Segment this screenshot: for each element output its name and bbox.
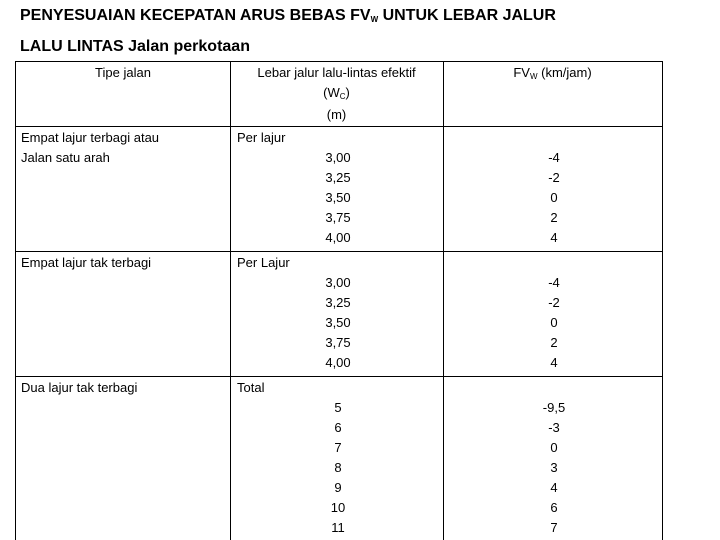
width-value: 3,00 <box>325 150 351 165</box>
width-value: 10 <box>330 500 346 515</box>
width-value: 6 <box>334 420 342 435</box>
basis-label: Per Lajur <box>237 255 290 270</box>
width-value: 9 <box>334 480 342 495</box>
width-value: 3,25 <box>325 170 351 185</box>
width-value: 11 <box>331 520 345 535</box>
width-value: 3,00 <box>325 275 351 290</box>
page-title-line2: LALU LINTAS Jalan perkotaan <box>20 38 250 55</box>
fvw-value: -2 <box>548 170 560 185</box>
fvw-value: 7 <box>550 520 558 535</box>
road-type-empat-lajur-tak-terbagi: Empat lajur tak terbagi <box>21 255 152 270</box>
width-value: 3,75 <box>325 210 351 225</box>
header-lebar-jalur: Lebar jalur lalu-lintas efektif (WC) (m) <box>257 65 416 122</box>
header-tipe-jalan: Tipe jalan <box>95 65 151 80</box>
fvw-value: -4 <box>548 150 560 165</box>
width-value: 3,25 <box>325 295 351 310</box>
fvw-value: 0 <box>550 190 558 205</box>
width-value: 3,50 <box>325 190 351 205</box>
width-value: 4,00 <box>325 230 351 245</box>
basis-label: Per lajur <box>237 130 286 145</box>
road-type-dua-lajur-tak-terbagi: Dua lajur tak terbagi <box>21 380 138 395</box>
header-divider <box>16 126 662 127</box>
fvw-value: -2 <box>548 295 560 310</box>
fvw-value: 2 <box>550 335 558 350</box>
speed-adjustment-table <box>15 61 663 540</box>
fvw-value: 0 <box>550 440 558 455</box>
width-value: 3,50 <box>325 315 351 330</box>
fvw-value: 6 <box>550 500 558 515</box>
fvw-value: 4 <box>550 355 558 370</box>
fvw-value: 4 <box>550 230 558 245</box>
column-divider-1 <box>230 62 231 540</box>
width-value: 4,00 <box>325 355 351 370</box>
fvw-value: 2 <box>550 210 558 225</box>
header-fvw: FVW (km/jam) <box>513 65 592 81</box>
column-divider-2 <box>443 62 444 540</box>
basis-label: Total <box>237 380 265 395</box>
road-type-empat-lajur-terbagi: Empat lajur terbagi atau Jalan satu arah <box>21 130 160 165</box>
width-value: 8 <box>334 460 342 475</box>
row-divider-2 <box>16 376 662 377</box>
fvw-value: 0 <box>550 315 558 330</box>
fvw-value: 3 <box>550 460 558 475</box>
fvw-value: -3 <box>548 420 560 435</box>
fvw-value: -9,5 <box>542 400 566 415</box>
fvw-value: 4 <box>550 480 558 495</box>
width-value: 5 <box>334 400 342 415</box>
fvw-value: -4 <box>548 275 560 290</box>
width-value: 7 <box>334 440 342 455</box>
page-title-line1: PENYESUAIAN KECEPATAN ARUS BEBAS FVW UNTUK LEBAR JALUR <box>20 7 556 24</box>
width-value: 3,75 <box>325 335 351 350</box>
row-divider-1 <box>16 251 662 252</box>
